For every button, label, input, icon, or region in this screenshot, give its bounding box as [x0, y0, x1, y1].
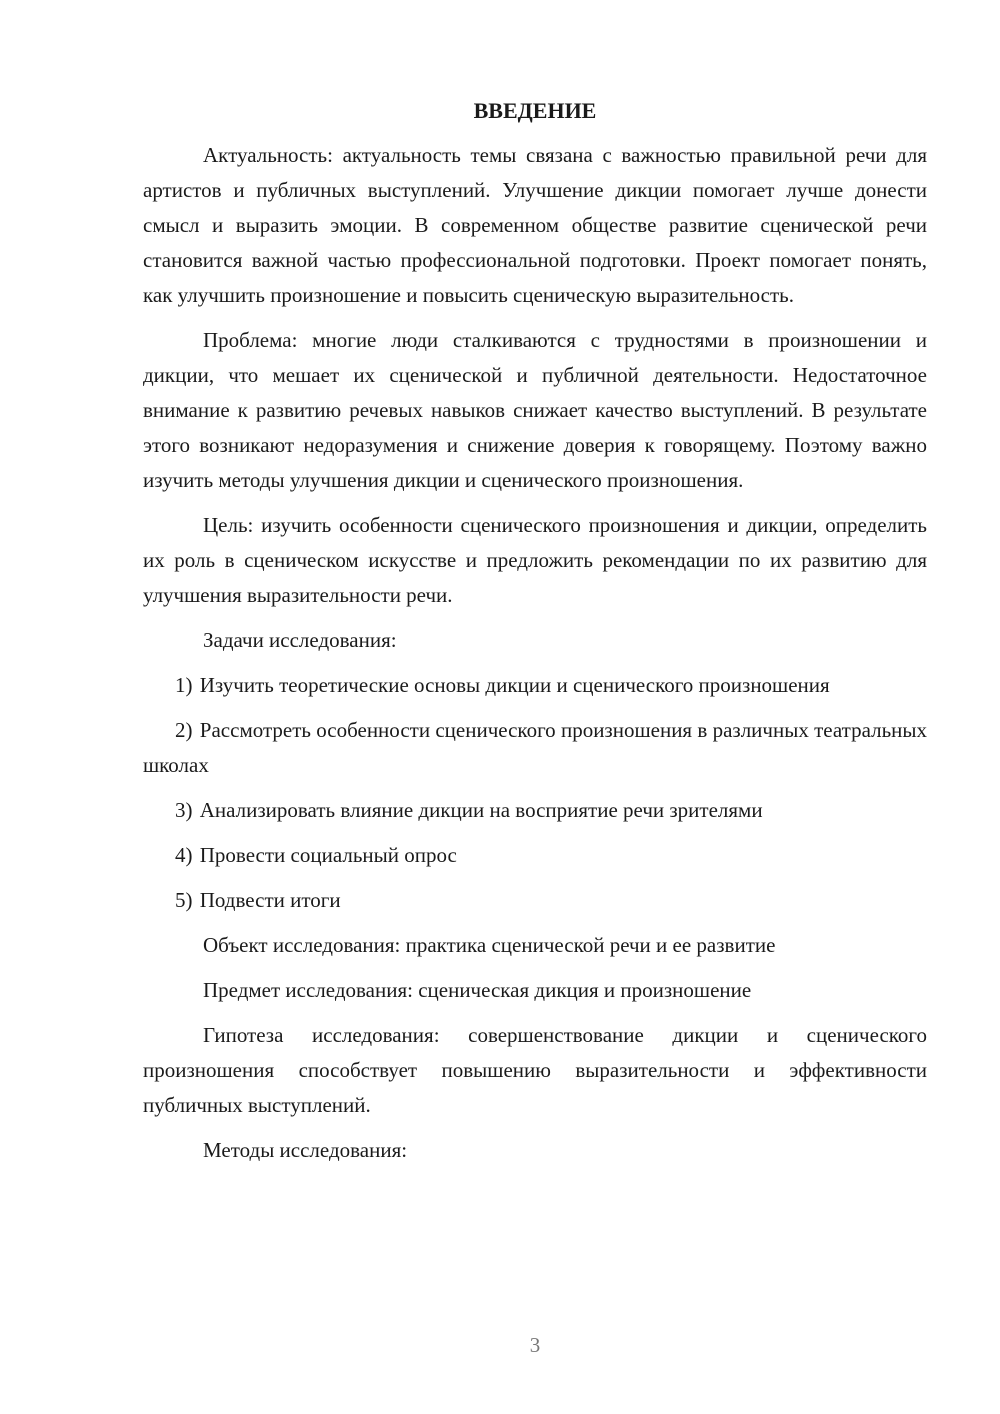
task-text: Анализировать влияние дикции на восприятие речи зрителями [199, 798, 763, 822]
problem-paragraph: Проблема: многие люди сталкиваются с трудностями в произношении и дикции, что мешает их сценической и публичной деятельности. Недостаточное внимание к развитию речевых навыков снижает качество выступлений. В результате этого возникают недоразумения и снижение доверия к говорящему. Поэтому важно изучить методы улучшения дикции и сценического произношения. [143, 328, 927, 492]
task-text: Изучить теоретические основы дикции и сценического произношения [199, 673, 830, 697]
task-text: Провести социальный опрос [199, 843, 457, 867]
task-item [143, 668, 927, 703]
task-item [143, 838, 927, 873]
relevance-paragraph: Актуальность: актуальность темы связана с важностью правильной речи для артистов и публичных выступлений. Улучшение дикции помогает лучше донести смысл и выразить эмоции. В современном обществе развитие сценической речи становится важной частью профессиональной подготовки. Проект помогает понять, как улучшить произношение и повысить сценическую выразительность. [143, 143, 927, 307]
page-number: 3 [529, 1333, 541, 1357]
research-hypothesis: Гипотеза исследования: совершенствование дикции и сценического произношения способствует повышению выразительности и эффективности публичных выступлений. [143, 1023, 927, 1117]
tasks-heading: Задачи исследования: [203, 628, 397, 652]
task-item [143, 883, 927, 918]
task-number: 3) [175, 798, 193, 822]
research-subject: Предмет исследования: сценическая дикция и произношение [203, 978, 752, 1002]
task-item [143, 713, 927, 783]
research-object: Объект исследования: практика сценической речи и ее развитие [203, 933, 776, 957]
goal-paragraph: Цель: изучить особенности сценического произношения и дикции, определить их роль в сценическом искусстве и предложить рекомендации по их развитию для улучшения выразительности речи. [143, 513, 927, 607]
task-number: 4) [175, 843, 193, 867]
document-body [143, 94, 927, 1178]
task-text: Подвести итоги [199, 888, 341, 912]
task-text: Рассмотреть особенности сценического произношения в различных театральных школах [143, 718, 928, 777]
task-number: 5) [175, 888, 193, 912]
methods-heading: Методы исследования: [203, 1138, 408, 1162]
task-number: 1) [175, 673, 193, 697]
task-number: 2) [175, 718, 193, 742]
section-title: ВВЕДЕНИЕ [473, 98, 597, 123]
task-item [143, 793, 927, 828]
